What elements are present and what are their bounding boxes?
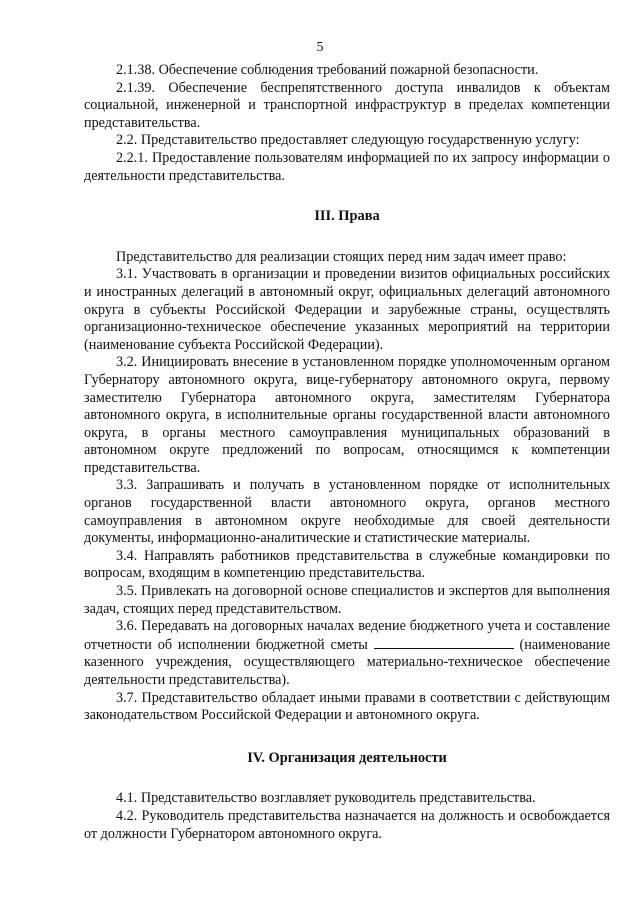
paragraph-3-2: 3.2. Инициировать внесение в установленном порядке уполномоченным органом Губернатору автономного округа, вице-губернатору автономного округа, первому заместителю Губернатора автономного округа, заместителям Губернатора автономного округа, в исполнительные органы государственной власти автономного округа, в органы местного самоуправления муниципальных образований в автономном округе предложений по вопросам, относящимся к компетенции представительства. — [84, 354, 610, 476]
paragraph-3-5: 3.5. Привлекать на договорной основе специалистов и экспертов для выполнения задач, стоящих перед представительством. — [84, 583, 610, 617]
paragraph-3-6-text: 3.6. Передавать на договорных началах ведение бюджетного учета и составление отчетности об исполнении бюджетной сметы — [84, 618, 610, 653]
paragraph-4-2: 4.2. Руководитель представительства назначается на должность и освобождается от должности Губернатором автономного округа. — [84, 807, 610, 842]
paragraph-rights-intro: Представительство для реализации стоящих перед ним задач имеет право: — [116, 248, 567, 265]
paragraph-4-1: 4.1. Представительство возглавляет руководитель представительства. — [116, 790, 536, 807]
paragraph-2-1-39: 2.1.39. Обеспечение беспрепятственного доступа инвалидов к объектам социальной, инженерной и транспортной инфраструктур в пределах компетенции представительства. — [84, 79, 610, 131]
section-heading-rights: III. Права — [314, 208, 380, 225]
fill-in-blank — [374, 636, 514, 649]
paragraph-3-6 — [84, 618, 610, 689]
paragraph-3-7: 3.7. Представительство обладает иными правами в соответствии с действующим законодательством Российской Федерации и автономного округа. — [84, 689, 610, 724]
paragraph-2-2-1: 2.2.1. Предоставление пользователям информацией по их запросу информации о деятельности представительства. — [84, 149, 610, 184]
paragraph-2-2: 2.2. Представительство предоставляет следующую государственную услугу: — [116, 132, 580, 149]
page-number: 5 — [316, 40, 324, 55]
paragraph-3-4: 3.4. Направлять работников представительства в служебные командировки по вопросам, входящим в компетенцию представительства. — [84, 547, 610, 582]
paragraph-3-6-note: (наименование казенного учреждения, осуществляющего материально-техническое обеспечение деятельности представительства). — [84, 636, 611, 688]
paragraph-3-3: 3.3. Запрашивать и получать в установленном порядке от исполнительных органов государственной власти автономного округа, органов местного самоуправления в автономном округе необходимые для своей деятельности документы, информационно-аналитические и статистические материалы. — [84, 477, 610, 547]
document-body — [84, 62, 610, 843]
paragraph-2-1-38: 2.1.38. Обеспечение соблюдения требований пожарной безопасности. — [116, 62, 539, 78]
section-heading-organization: IV. Организация деятельности — [247, 749, 447, 766]
paragraph-3-1: 3.1. Участвовать в организации и проведении визитов официальных российских и иностранных делегаций в автономный округ, официальных делегаций автономного округа в субъекты Российской Федерации и зарубежные страны, осуществлять организационно-техническое обеспечение указанных мероприятий на территории (наименование субъекта Российской Федерации). — [84, 266, 610, 353]
